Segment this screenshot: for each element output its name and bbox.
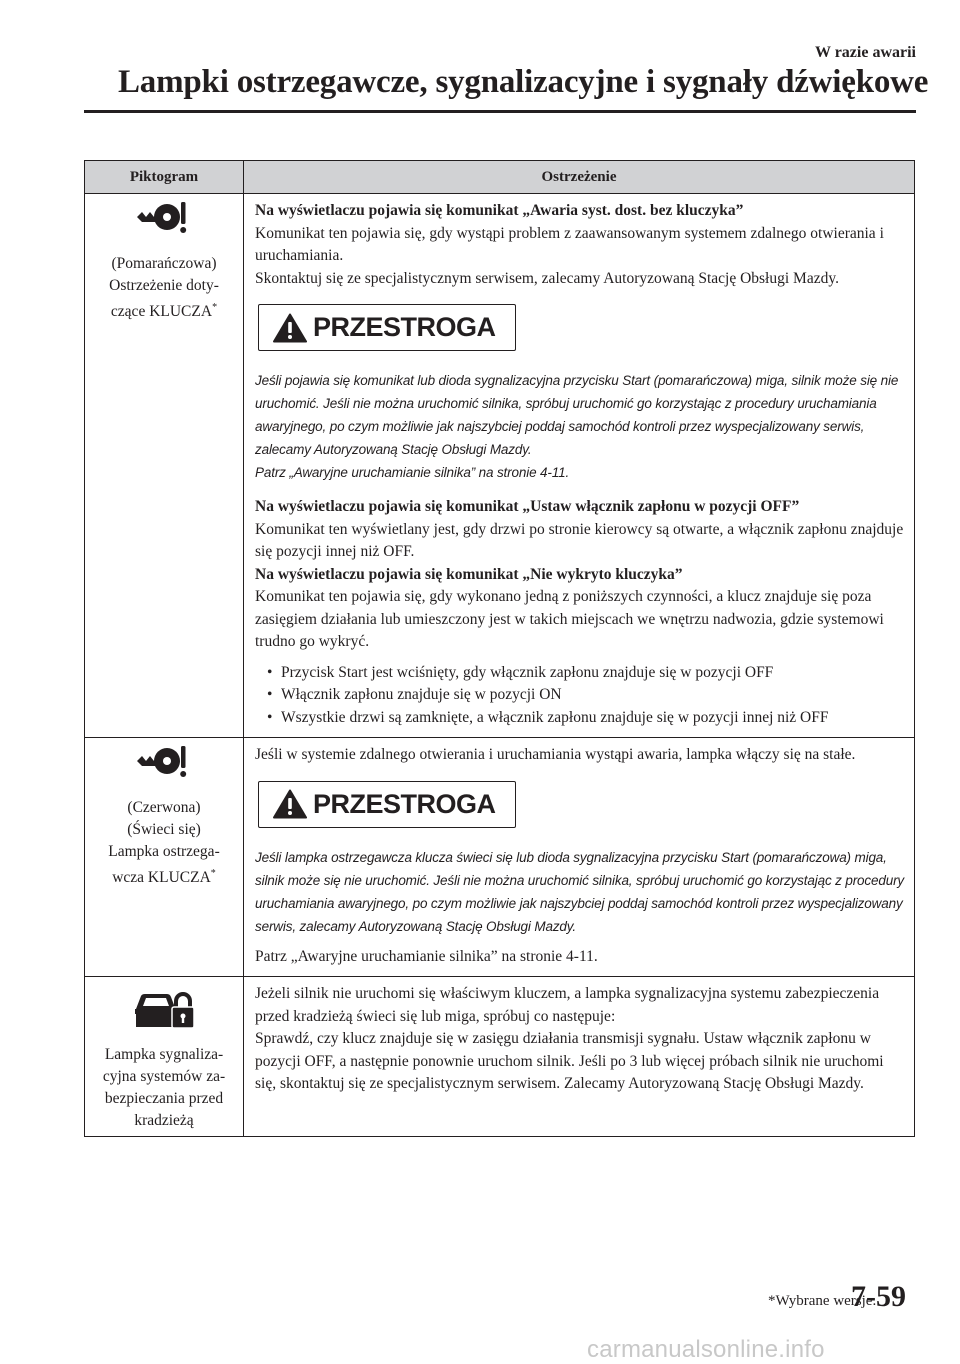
pictogram-label-line: (Świeci się) (127, 821, 201, 838)
list-item: • Włącznik zapłonu znajduje się w pozycji ON (255, 684, 906, 707)
list-item: • Wszystkie drzwi są zamknięte, a włącznik zapłonu znajduje się w pozycji innej niż OFF (255, 707, 906, 730)
pictogram-label-line: czące KLUCZA (110, 303, 213, 321)
page-title: Lampki ostrzegawcze, sygnalizacyjne i sygnały dźwiękowe (118, 64, 929, 100)
bullet-dot: • (267, 663, 273, 681)
message-text: Komunikat ten pojawia się, gdy wykonano jedną z poniższych czynności, a klucz znajduje się poza zasięgiem działania lub umieszczony jest w takich miejscach we wnętrzu nadwozia, gdzie systemowi trudno go wykryć. (255, 588, 884, 650)
watermark: carmanualsonline.info (587, 1336, 825, 1363)
pictogram-cell (85, 738, 244, 977)
caution-text: Jeśli lampka ostrzegawcza klucza świeci się lub dioda sygnalizacyjna przycisku Start (pomarańczowa) miga, silnik może się nie uruchomić. Jeśli nie można uruchomić silnika, spróbuj uruchomić go korzystając z procedury uruchamiania awaryjnego, po czym możliwie jak najszybciej poddaj samochód kontroli przez wyspecjalizowany serwis, zalecamy Autoryzowaną Stację Obsługi Mazdy. (255, 849, 905, 934)
col-warning-header: Ostrzeżenie (244, 161, 915, 194)
warning-cell (244, 738, 915, 977)
caution-label: PRZESTROGA (313, 788, 496, 819)
message-text: Patrz „Awaryjne uruchamianie silnika” na stronie 4-11. (255, 947, 598, 965)
section-label: W razie awarii (814, 44, 916, 61)
col-pictogram-header: Piktogram (85, 161, 244, 194)
warning-cell (244, 194, 915, 738)
pictogram-label-line: Lampka sygnaliza- (104, 1046, 224, 1063)
pictogram-label-line: Ostrzeżenie doty- (109, 277, 219, 294)
message-title: Na wyświetlaczu pojawia się komunikat „Nie wykryto kluczyka” (255, 565, 683, 583)
warning-triangle-icon (273, 789, 307, 819)
message-text: Jeśli w systemie zdalnego otwierania i uruchamiania wystąpi awaria, lampka włączy się na stałe. (255, 746, 856, 763)
table-row (85, 977, 915, 1137)
list-item: • Przycisk Start jest wciśnięty, gdy włącznik zapłonu znajduje się w pozycji OFF (255, 662, 906, 685)
page-number: 7-59 (851, 1280, 906, 1313)
title-rule (84, 110, 916, 113)
caution-label: PRZESTROGA (313, 312, 496, 343)
message-title: Na wyświetlaczu pojawia się komunikat „Ustaw włącznik zapłonu w pozycji OFF” (255, 498, 800, 515)
pictogram-label-line: Lampka ostrzega- (108, 843, 220, 860)
warning-triangle-icon (273, 313, 307, 343)
pictogram-label-line: cyjna systemów za- (102, 1068, 226, 1085)
pictogram-cell (85, 194, 244, 738)
message-text: Jeżeli silnik nie uruchomi się właściwym kluczem, a lampka sygnalizacyjna systemu zabezpieczenia przed kradzieżą świeci się lub miga, spróbuj co następuje: (255, 985, 880, 1025)
message-text: Komunikat ten pojawia się, gdy wystąpi problem z zaawansowanym systemem zdalnego otwierania i uruchamiania. (255, 224, 884, 264)
warning-table (84, 160, 915, 1137)
caution-box (258, 781, 516, 828)
key-warning-icon (133, 198, 195, 240)
caution-reference: Patrz „Awaryjne uruchamianie silnika” na stronie 4-11. (255, 465, 570, 480)
pictogram-label-line: kradzieżą (134, 1112, 194, 1129)
bullet-dot: • (267, 686, 273, 703)
table-row (85, 738, 915, 977)
warning-cell (244, 977, 915, 1137)
table-header-row (85, 161, 915, 194)
pictogram-label-line: (Czerwona) (127, 799, 201, 816)
message-text: Skontaktuj się ze specjalistycznym serwisem, zalecamy Autoryzowaną Stację Obsługi Mazdy. (255, 269, 839, 287)
pictogram-label-line: bezpieczania przed (104, 1090, 224, 1107)
caution-box (258, 304, 516, 351)
table-row (85, 194, 915, 738)
footnote: *Wybrane wersje. (768, 1293, 877, 1309)
pictogram-cell (85, 977, 244, 1137)
caution-text: Jeśli pojawia się komunikat lub dioda sygnalizacyjna przycisku Start (pomarańczowa) miga, silnik może się nie uruchomić. Jeśli nie można uruchomić silnika, spróbuj uruchomić go korzystając z procedury uruchamiania awaryjnego, po czym możliwie jak najszybciej poddaj samochód kontroli przez wyspecjalizowany serwis, zalecamy Autoryzowaną Stację Obsługi Mazdy. (255, 373, 899, 457)
bullet-dot: • (267, 708, 273, 726)
pictogram-label-line: (Pomarańczowa) (111, 255, 217, 272)
footnote-marker: * (212, 302, 218, 313)
message-title: Na wyświetlaczu pojawia się komunikat „Awaria syst. dost. bez kluczyka” (255, 202, 744, 219)
footnote-marker: * (210, 868, 216, 879)
message-text: Sprawdź, czy klucz znajduje się w zasięgu działania transmisji sygnału. Ustaw włącznik zapłonu w pozycji OFF, a następnie ponownie uruchom silnik. Jeśli po 3 lub więcej próbach silnik nie uruchomi się, skontaktuj się ze specjalistycznym serwisem. Zalecamy Autoryzowaną Stację Obsługi Mazdy. (255, 1030, 884, 1092)
condition-list (255, 662, 906, 730)
message-text: Komunikat ten wyświetlany jest, gdy drzwi po stronie kierowcy są otwarte, a włącznik zapłonu znajduje się pozycji innej niż OFF. (255, 520, 904, 560)
pictogram-label-line: wcza KLUCZA (112, 869, 211, 887)
key-warning-icon (133, 742, 195, 784)
car-lock-icon (133, 987, 195, 1031)
